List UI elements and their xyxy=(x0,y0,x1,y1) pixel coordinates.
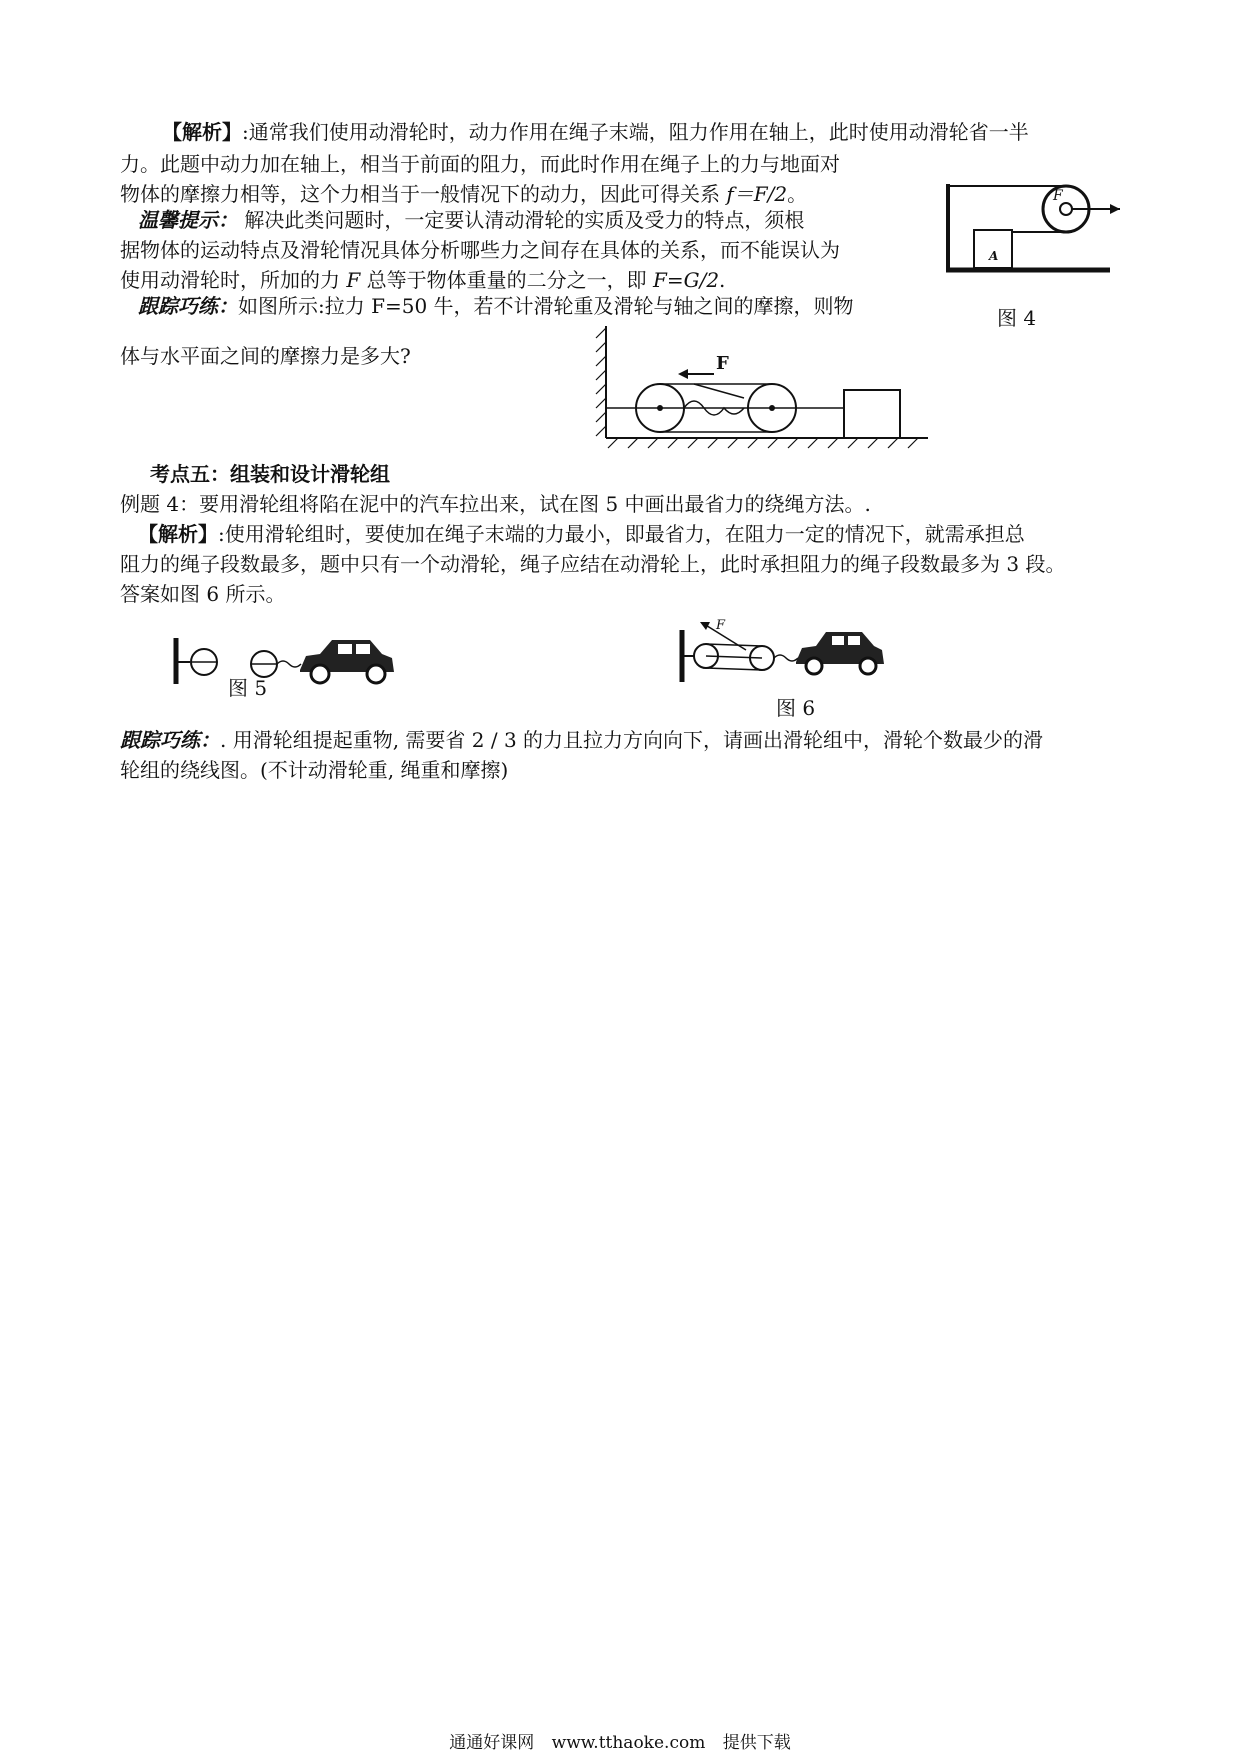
fig6-caption: 图 6 xyxy=(776,696,816,720)
tip-line-2: 据物体的运动特点及滑轮情况具体分析哪些力之间存在具体的关系，而不能误认为 xyxy=(120,238,840,262)
fig4-force-label: F xyxy=(1053,188,1063,204)
analysis-text: :使用滑轮组时，要使加在绳子末端的力最小，即最省力，在阻力一定的情况下，就需承担总 xyxy=(218,522,1025,546)
fig4-block-label: A xyxy=(989,249,999,263)
practice-figure-diagram xyxy=(594,324,934,454)
practice-line-1 xyxy=(138,292,854,320)
analysis-text: 物体的摩擦力相等，这个力相当于一般情况下的动力，因此可得关系 xyxy=(120,182,720,206)
practice-label: 跟踪巧练： xyxy=(120,728,220,752)
practice-label: 跟踪巧练： xyxy=(138,294,238,318)
tip-text: 解决此类问题时，一定要认清动滑轮的实质及受力的特点，须根 xyxy=(244,208,805,232)
analysis-paragraph-line-2: 力。此题中动力加在轴上，相当于前面的阻力，而此时作用在绳子上的力与地面对 xyxy=(120,152,840,176)
fig5-caption: 图 5 xyxy=(228,676,268,700)
example-4-text: 例题 4：要用滑轮组将陷在泥中的汽车拉出来，试在图 5 中画出最省力的绕绳方法。. xyxy=(120,492,871,516)
fig6-force-label: F xyxy=(716,618,726,633)
analysis-paragraph-line-1 xyxy=(162,118,1029,146)
formula: F=G/2 xyxy=(652,268,720,292)
analysis-paragraph-line-3 xyxy=(120,180,807,208)
fig4-caption: 图 4 xyxy=(997,306,1037,330)
practice-text: 如图所示:拉力 F=50 牛，若不计滑轮重及滑轮与轴之间的摩擦，则物 xyxy=(238,294,854,318)
analysis-label: 【解析】 xyxy=(138,522,218,546)
practice-line-2: 体与水平面之间的摩擦力是多大? xyxy=(120,344,411,368)
tip-text: 使用动滑轮时，所加的力 xyxy=(120,268,340,292)
page-footer xyxy=(0,1728,1240,1753)
footer-suffix: 提供下载 xyxy=(722,1733,791,1753)
footer-site: 通通好课网 xyxy=(449,1733,535,1753)
car-icon xyxy=(300,640,394,683)
analysis-4-line-2: 阻力的绳子段数最多，题中只有一个动滑轮，绳子应结在动滑轮上，此时承担阻力的绳子段数最多为 3 段。 xyxy=(120,552,1066,576)
period: 。 xyxy=(787,182,808,206)
tip-label: 温馨提示： xyxy=(138,208,238,232)
figure-6-diagram xyxy=(676,616,896,686)
footer-url[interactable]: www.tthaoke.com xyxy=(551,1733,706,1753)
practice-fig-force-label: F xyxy=(716,353,729,374)
variable-f: F xyxy=(346,268,361,292)
section-title: 考点五：组装和设计滑轮组 xyxy=(150,462,390,486)
figure-4-diagram xyxy=(940,178,1130,278)
figure-5-diagram xyxy=(170,634,410,694)
tip-line-1 xyxy=(138,206,804,234)
car-icon xyxy=(796,632,884,674)
analysis-4-line-3: 答案如图 6 所示。 xyxy=(120,582,286,606)
analysis-4-line-1 xyxy=(138,520,1025,548)
period: . xyxy=(719,268,726,292)
tip-line-3 xyxy=(120,266,725,294)
formula: f＝F/2 xyxy=(726,182,788,206)
analysis-label: 【解析】 xyxy=(162,120,242,144)
analysis-text: :通常我们使用动滑轮时，动力作用在绳子末端，阻力作用在轴上，此时使用动滑轮省一半 xyxy=(242,120,1029,144)
practice-text: . 用滑轮组提起重物, 需要省 2 / 3 的力且拉力方向向下，请画出滑轮组中，滑轮个数最少的滑 xyxy=(220,728,1044,752)
practice-2-line-1 xyxy=(120,726,1043,754)
practice-2-line-2: 轮组的绕线图。(不计动滑轮重, 绳重和摩擦) xyxy=(120,758,509,782)
tip-text: 总等于物体重量的二分之一，即 xyxy=(366,268,647,292)
